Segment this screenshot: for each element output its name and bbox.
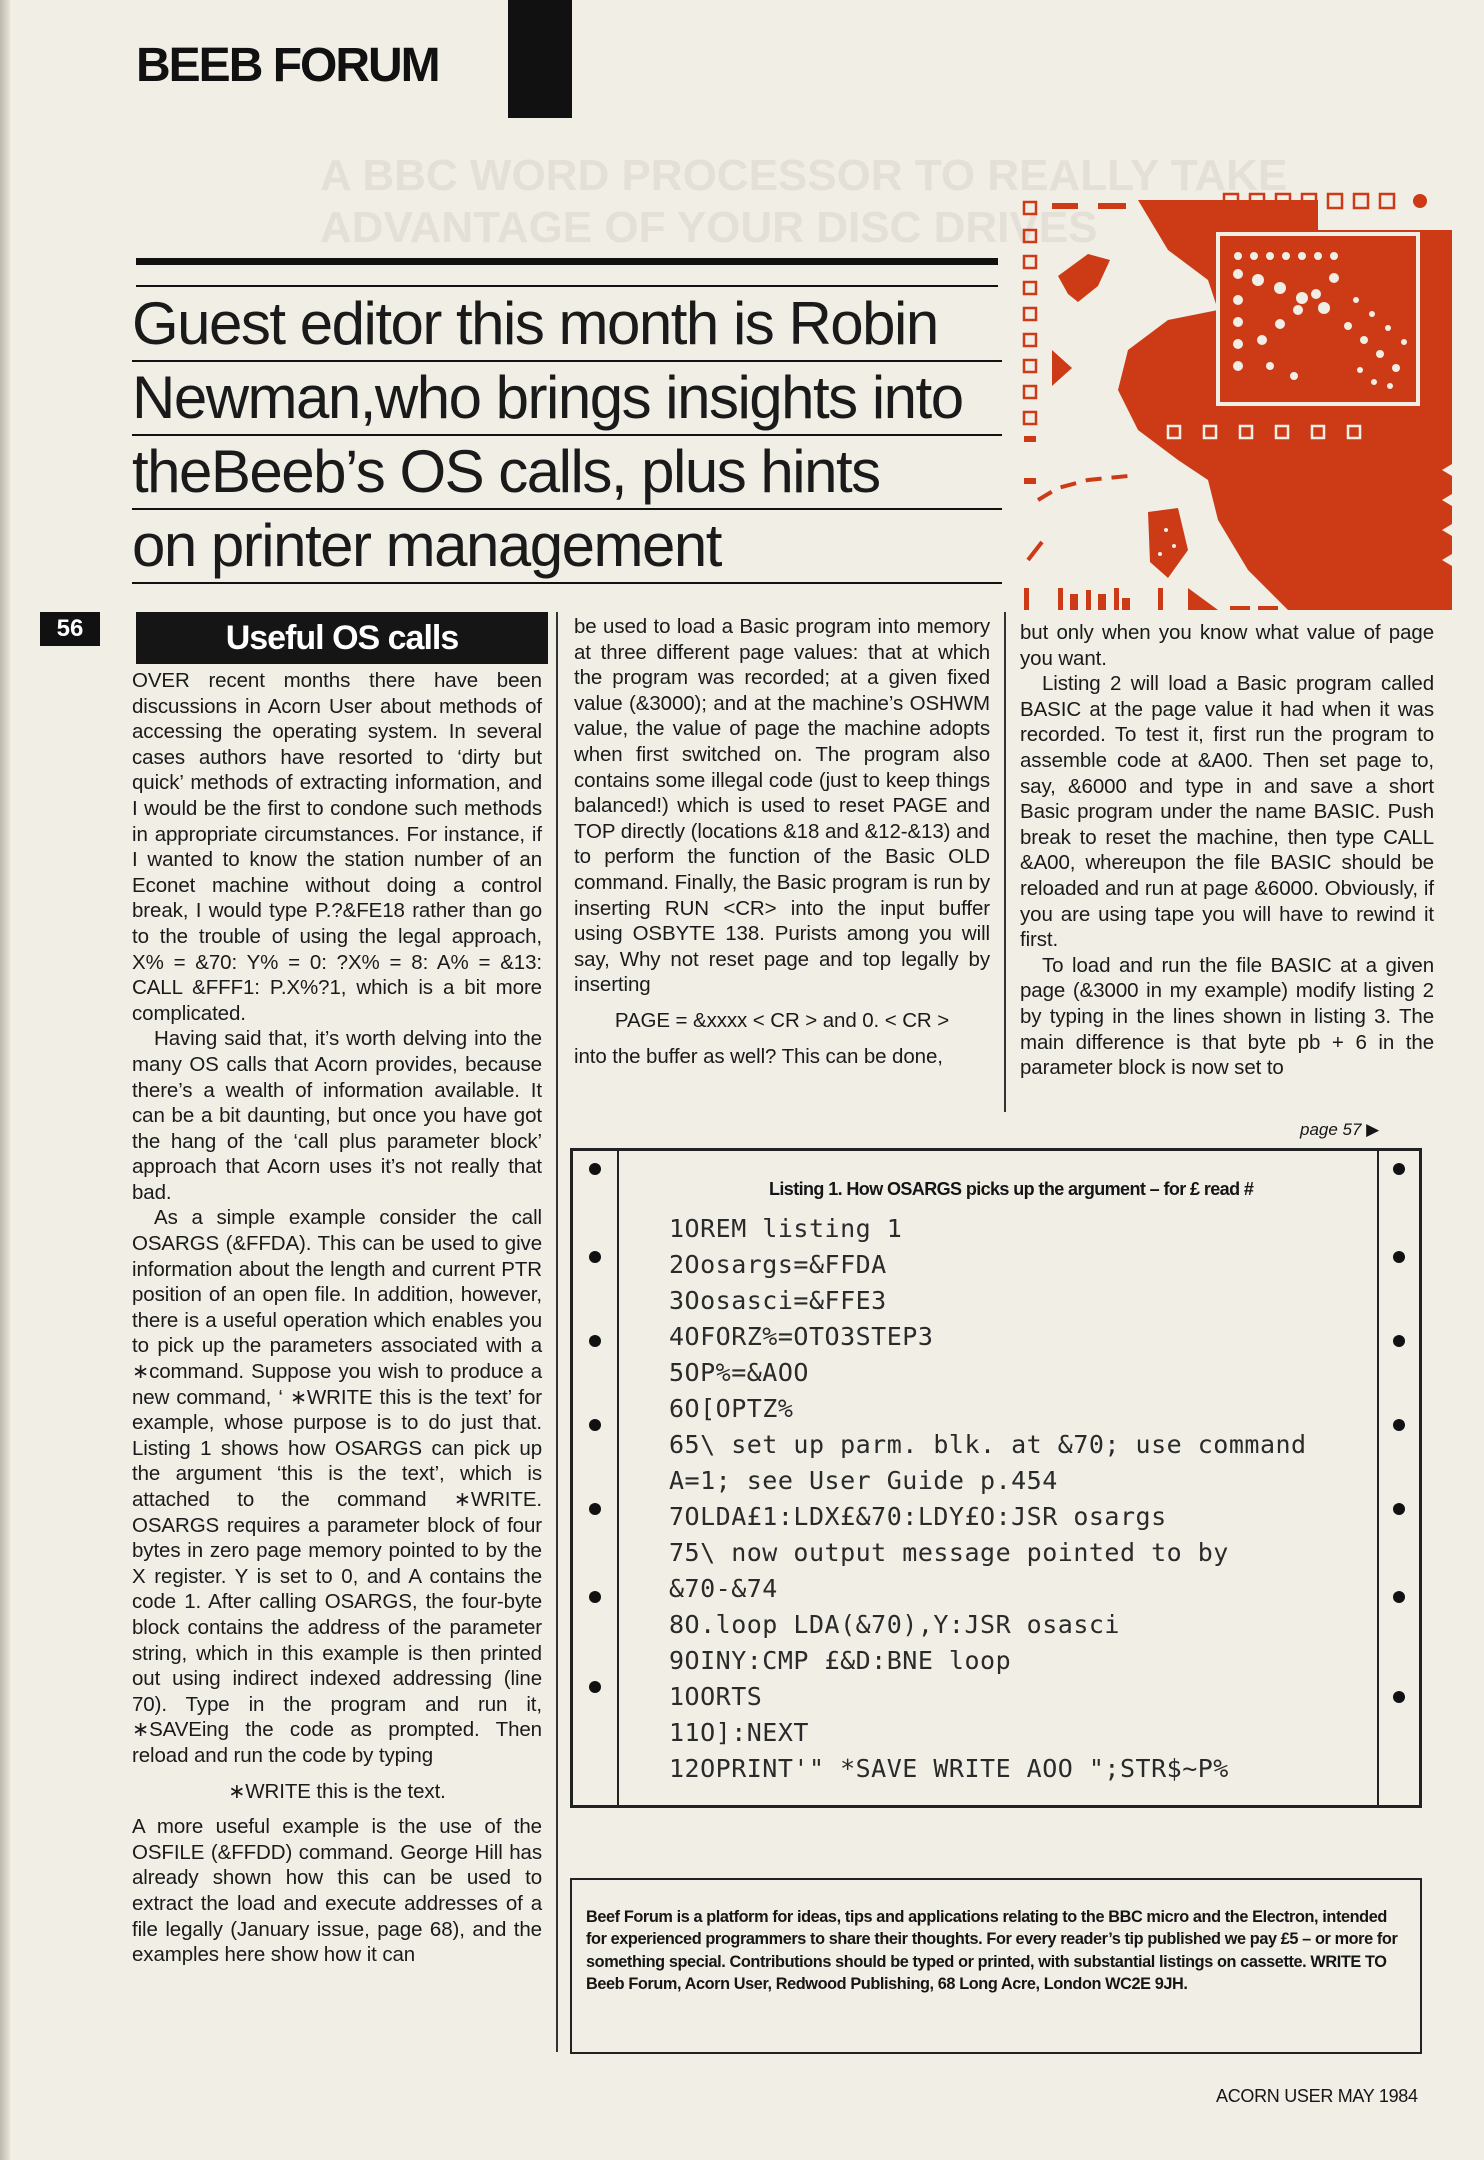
page-edge	[0, 0, 10, 2160]
inline-command: ∗WRITE this is the text.	[228, 1779, 446, 1803]
code-line: 7OLDA£1:LDX£&70:LDY£O:JSR osargs	[669, 1502, 1167, 1531]
article-subhead: Useful OS calls	[136, 612, 548, 664]
paragraph: OVER recent months there have been discussions in Acorn User about methods of accessing the operating system. In several cases authors have resorted to ‘dirty but quick’ methods of extracting information, and I would be the first to condone such methods in appropriate circumstances. For instance, if I wanted to know the station number of an Econet machine without doing a control break, I would type P.?&FE18 rather than go to the trouble of using the legal approach, X% = &70: Y% = 0: ?X% = 8: A% = &13: CALL &FFF1: P.X%?1, which is a bit more complicated.	[132, 669, 542, 1025]
illustration	[1018, 190, 1452, 615]
code-line: 11O]:NEXT	[669, 1718, 809, 1747]
code-line: 75\ now output message pointed to by	[669, 1538, 1229, 1567]
code-line: 5OP%=&AOO	[669, 1358, 809, 1387]
sprocket-hole	[589, 1503, 601, 1515]
paragraph: but only when you know what value of page you want.	[1020, 621, 1434, 670]
code-line: 8O.loop LDA(&70),Y:JSR osasci	[669, 1610, 1120, 1639]
article-column-3	[1020, 620, 1434, 1081]
code-line: 1OREM listing 1	[669, 1214, 903, 1243]
headline	[132, 288, 1002, 584]
article-column-1	[132, 668, 542, 1968]
code-line: 6O[OPTZ%	[669, 1394, 794, 1423]
info-box	[570, 1878, 1422, 2054]
column-divider	[1004, 612, 1006, 1112]
paragraph: A more useful example is the use of the OSFILE (&FFDD) command. George Hill has already shown how this can be used to extract the load and execute addresses of a file legally (January issue, page 68), and the examples here show how it can	[132, 1815, 542, 1967]
headline-line: Guest editor this month is Robin	[132, 288, 1002, 362]
code-line: 12OPRINT'" *SAVE WRITE AOO ";STR$~P%	[669, 1754, 1229, 1783]
code-line: 1OORTS	[669, 1682, 763, 1711]
code-line: 3Oosasci=&FFE3	[669, 1286, 887, 1315]
section-title: BEEB FORUM	[136, 39, 439, 92]
inline-command: PAGE = &xxxx < CR > and 0. < CR >	[614, 1008, 950, 1032]
listing-box	[570, 1148, 1422, 1808]
paragraph: into the buffer as well? This can be done,	[574, 1044, 943, 1068]
headline-line: on printer management	[132, 510, 1002, 584]
sprocket-hole	[589, 1419, 601, 1431]
sprocket-hole	[589, 1681, 601, 1693]
article-column-2	[574, 614, 990, 1069]
paragraph: Having said that, it’s worth delving into the many OS calls that Acorn provides, because there’s a wealth of information available. It can be a bit daunting, but once you have got the hang of the ‘call plus parameter block’ approach that Acorn uses it’s not really that bad.	[132, 1027, 542, 1204]
code-line: 4OFORZ%=OTO3STEP3	[669, 1322, 934, 1351]
listing-title: Listing 1. How OSARGS picks up the argument – for £ read #	[769, 1179, 1254, 1199]
listing-code	[669, 1211, 1409, 1787]
code-line: 2Oosargs=&FFDA	[669, 1250, 887, 1279]
info-text: Beef Forum is a platform for ideas, tips and applications relating to the BBC micro and the Electron, intended for experienced programmers to share their thoughts. For every reader’s tip published we pay £5 – or more for something special. Contributions should be typed or printed, with substantial listings on cassette. WRITE TO Beeb Forum, Acorn User, Redwood Publishing, 68 Long Acre, London WC2E 9JH.	[586, 1908, 1398, 1994]
column-divider	[556, 612, 558, 2052]
paragraph: As a simple example consider the call OSARGS (&FFDA). This can be used to give information about the length and current PTR position of an open file. In addition, however, there is a useful operation which enables you to pick up the parameters associated with a ∗command. Suppose you wish to produce a new command, ‘ ∗WRITE this is the text’ for example, whose purpose is to do just that. Listing 1 shows how OSARGS can pick up the argument ‘this is the text’, which is attached to the command ∗WRITE. OSARGS requires a parameter block of four bytes in zero page memory pointed to by the X register. Y is set to 0, and A contains the code 1. After calling OSARGS, the four-byte block contains the address of the parameter string, which in this example is then printed out using indirect indexed addressing (line 70). Type in the program and run it, ∗SAVEing the code as prompted. Then reload and run the code by typing	[132, 1206, 542, 1767]
sprocket-hole	[589, 1335, 601, 1347]
headline-line: theBeeb’s OS calls, plus hints	[132, 436, 1002, 510]
headline-rule-thin	[136, 285, 998, 287]
continued-marker: page 57 ▶	[1300, 1120, 1380, 1139]
footer: ACORN USER MAY 1984	[1216, 2086, 1418, 2106]
code-line: &70-&74	[669, 1574, 778, 1603]
code-line: 65\ set up parm. blk. at &70; use command	[669, 1430, 1307, 1459]
sprocket-hole	[589, 1591, 601, 1603]
page-number: 56	[40, 612, 100, 646]
sprocket-hole	[1393, 1163, 1405, 1175]
paragraph: be used to load a Basic program into memory at three different page values: that at which the program was recorded; at a given fixed value (&3000); and at the machine’s OSHWM value, the value of page the machine adopts when first switched on. The program also contains some illegal code (just to keep things balanced!) which is used to reset PAGE and TOP directly (locations &18 and &12-&13) and to perform the function of the Basic OLD command. Finally, the Basic program is run by inserting RUN <CR> into the input buffer using OSBYTE 138. Purists among you will say, Why not reset page and top legally by inserting	[574, 615, 990, 997]
sprocket-hole	[589, 1251, 601, 1263]
code-line: 9OINY:CMP £&D:BNE loop	[669, 1646, 1012, 1675]
paragraph: To load and run the file BASIC at a given page (&3000 in my example) modify listing 2 by typing in the lines shown in listing 3. The main difference is that byte pb + 6 in the parameter block is now set to	[1020, 953, 1434, 1080]
headline-rule-thick	[136, 258, 998, 265]
listing-paper	[617, 1151, 1379, 1805]
sprocket-hole	[589, 1163, 601, 1175]
faint-show-through-text: A BBC WORD PROCESSOR TO REALLY TAKE ADVANTAGE OF YOUR DISC DRIVES	[320, 151, 1288, 252]
code-line: A=1; see User Guide p.454	[669, 1466, 1058, 1495]
title-bar	[508, 0, 572, 118]
headline-line: Newman,who brings insights into	[132, 362, 1002, 436]
paragraph: Listing 2 will load a Basic program called BASIC at the page value it had when it was recorded. To test it, first run the program to assemble code at &A00. Then set page to, say, &6000 and type in and save a short Basic program under the name BASIC. Push break to reset the machine, then type CALL &A00, whereupon the file BASIC should be reloaded and run at page &6000. Obviously, if you are using tape you will have to rewind it first.	[1020, 672, 1434, 952]
